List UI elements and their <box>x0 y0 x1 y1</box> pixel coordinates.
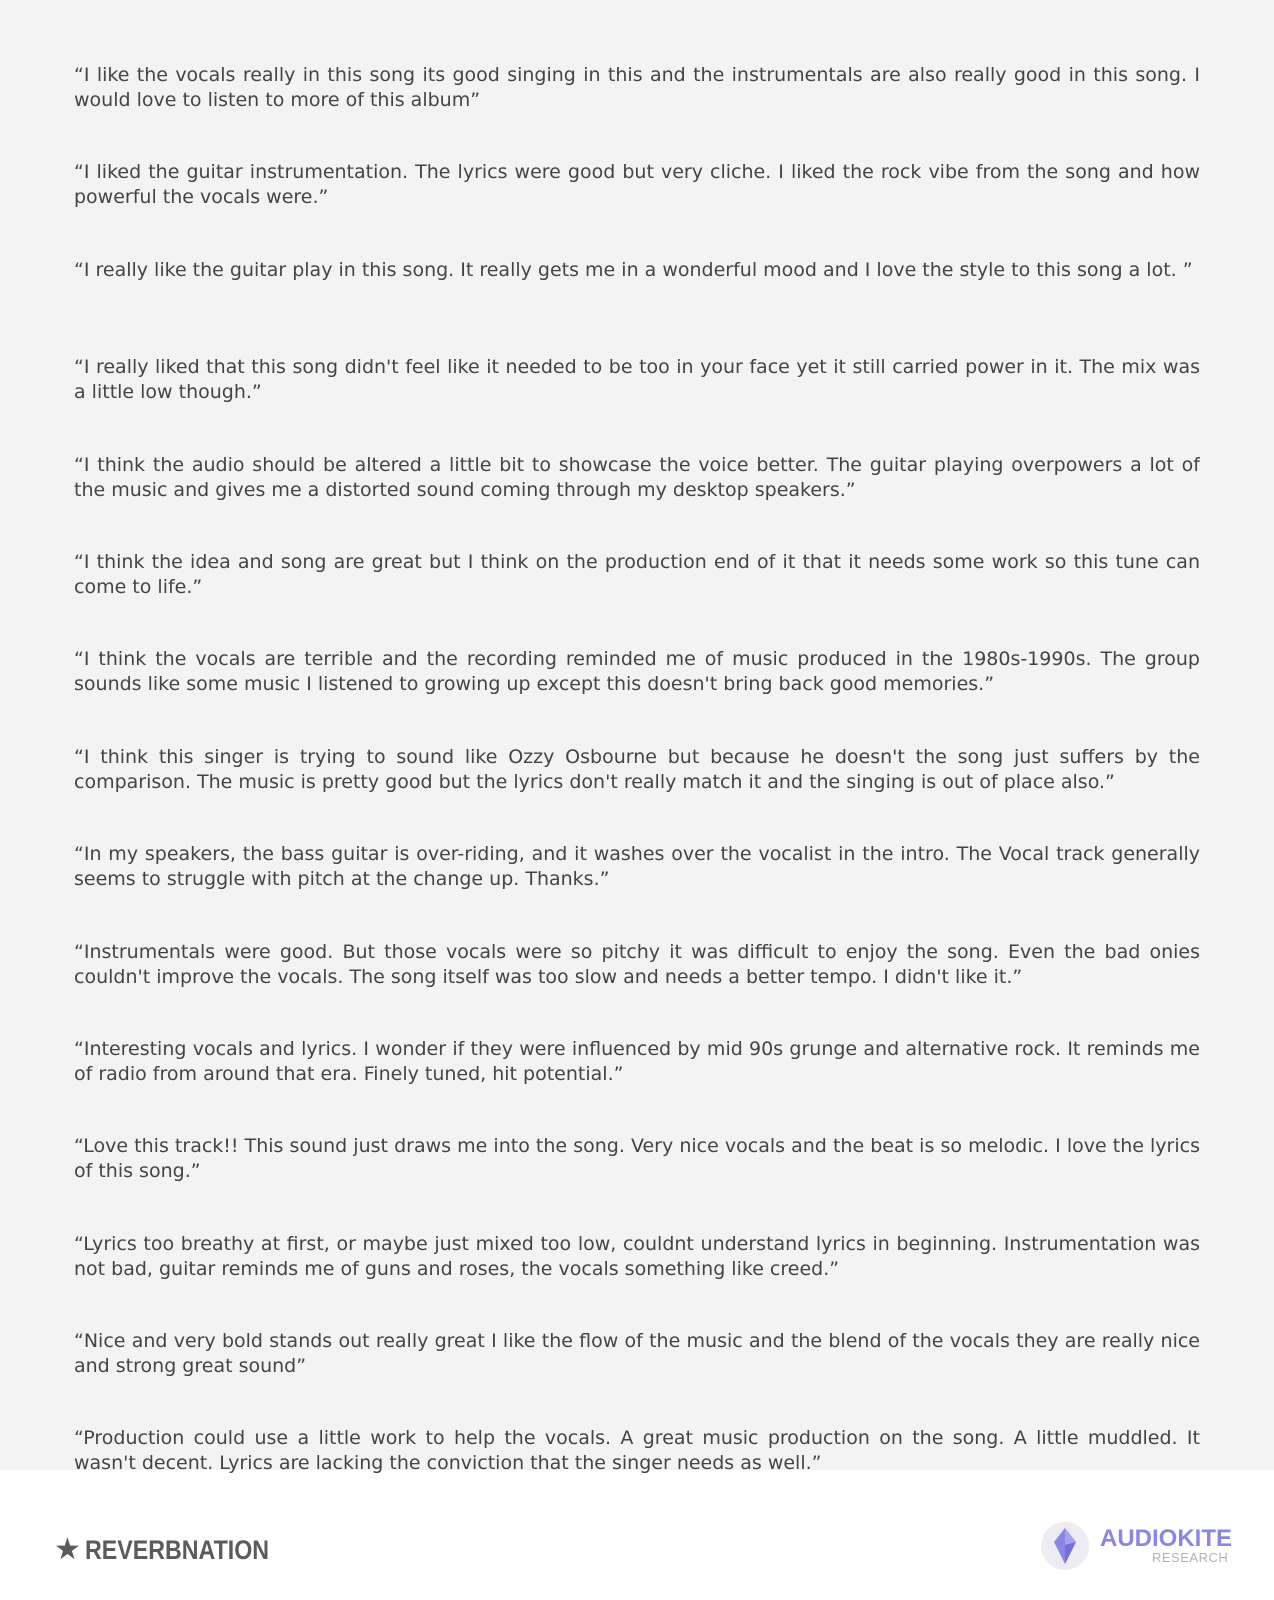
star-icon: ★ <box>54 1532 81 1567</box>
audiokite-subtitle: RESEARCH <box>1152 1550 1229 1565</box>
audiokite-logo <box>1040 1521 1232 1571</box>
audiokite-wordmark: AUDIOKITE <box>1100 1525 1232 1552</box>
comment-item: “I really liked that this song didn't feel like it needed to be too in your face yet it still carried power in it. The mix was a little low though.” <box>74 356 1200 404</box>
comments-list <box>74 63 1200 1524</box>
comment-item: “Lyrics too breathy at first, or maybe just mixed too low, couldnt understand lyrics in beginning. Instrumentation was not bad, guitar reminds me of guns and roses, the vocals something like creed.” <box>74 1232 1200 1280</box>
comment-item: “I think the idea and song are great but I think on the production end of it that it needs some work so this tune can come to life.” <box>74 550 1200 598</box>
comment-item: “I think the audio should be altered a little bit to showcase the voice better. The guitar playing overpowers a lot of the music and gives me a distorted sound coming through my desktop speakers.” <box>74 453 1200 501</box>
comment-item: “In my speakers, the bass guitar is over-riding, and it washes over the vocalist in the intro. The Vocal track generally seems to struggle with pitch at the change up. Thanks.” <box>74 843 1200 891</box>
comment-item: “Interesting vocals and lyrics. I wonder if they were influenced by mid 90s grunge and alternative rock. It reminds me of radio from around that era. Finely tuned, hit potential.” <box>74 1037 1200 1085</box>
comment-item: “Production could use a little work to help the vocals. A great music production on the song. A little muddled. It wasn't decent. Lyrics are lacking the conviction that the singer needs as well.” <box>74 1427 1200 1475</box>
gem-icon <box>1040 1521 1090 1571</box>
reverbnation-wordmark: REVERBNATION <box>84 1534 269 1565</box>
comment-item: “Instrumentals were good. But those vocals were so pitchy it was difficult to enjoy the song. Even the bad onies couldn't improve the vocals. The song itself was too slow and needs a better tempo. I didn't like it.” <box>74 940 1200 988</box>
comment-item: “Love this track!! This sound just draws me into the song. Very nice vocals and the beat is so melodic. I love the lyrics of this song.” <box>74 1135 1200 1183</box>
comment-item: “I really like the guitar play in this song. It really gets me in a wonderful mood and I love the style to this song a lot. ” <box>74 258 1193 281</box>
comment-item: “Nice and very bold stands out really great I like the flow of the music and the blend of the vocals they are really nice and strong great sound” <box>74 1330 1200 1378</box>
reverbnation-logo <box>54 1532 299 1568</box>
comment-item: “I like the vocals really in this song its good singing in this and the instrumentals are also really good in this song. I would love to listen to more of this album” <box>74 64 1200 111</box>
comment-item: “I think this singer is trying to sound like Ozzy Osbourne but because he doesn't the song just suffers by the comparison. The music is pretty good but the lyrics don't really match it and the singing is out of place also.” <box>74 745 1200 793</box>
comment-item: “I liked the guitar instrumentation. The lyrics were good but very cliche. I liked the rock vibe from the song and how powerful the vocals were.” <box>74 161 1200 209</box>
comment-item: “I think the vocals are terrible and the recording reminded me of music produced in the 1980s-1990s. The group sounds like some music I listened to growing up except this doesn't bring back good memories.” <box>74 648 1200 696</box>
